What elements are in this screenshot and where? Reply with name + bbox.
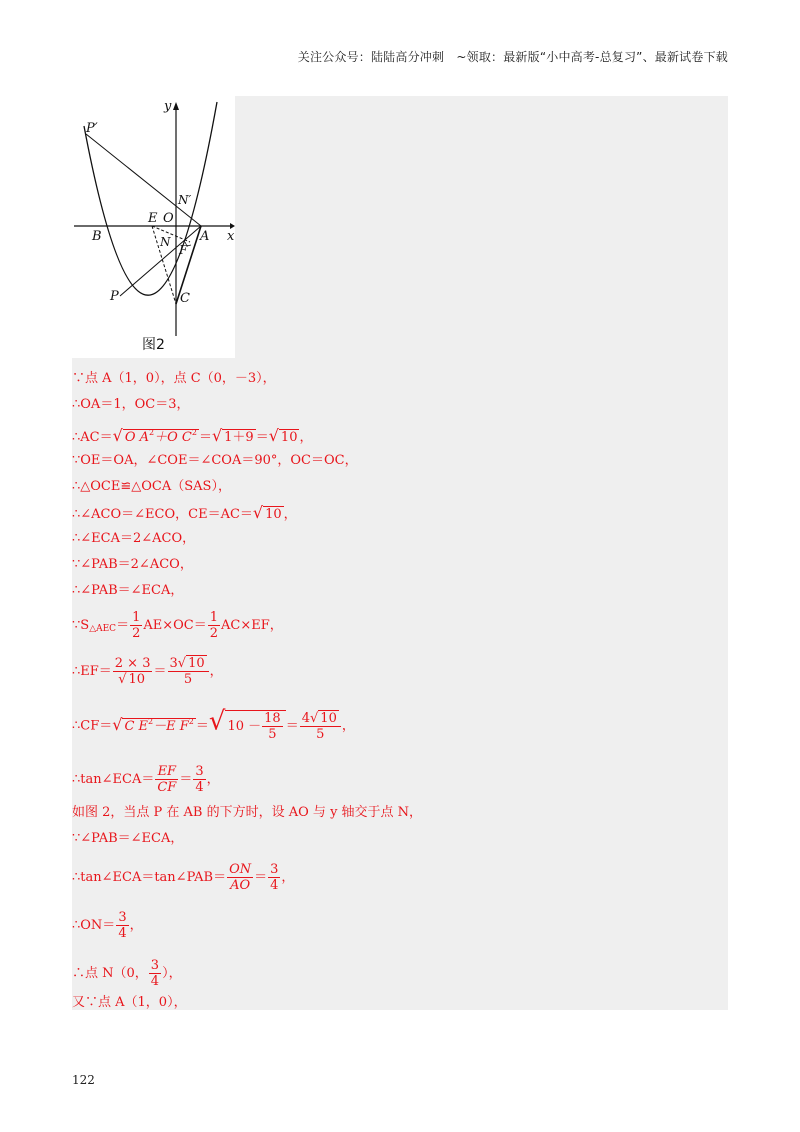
page-number: 122 (72, 1073, 95, 1087)
line-17: ∴ON＝ $\frac{3}{4}$ ， (72, 910, 143, 941)
label-p-prime: P′ (86, 121, 98, 136)
line-2: ∴OA＝1，OC＝3， (72, 397, 190, 412)
line-6: ∴∠ACO＝∠ECO，CE＝AC＝√ 10 ， (72, 503, 297, 522)
label-f: F (179, 243, 188, 257)
line-18: ∴点 N（0， $\frac{3}{4}$ ）， (72, 958, 182, 989)
parabola-diagram (72, 96, 235, 358)
y-axis-arrow (173, 102, 179, 110)
label-n: N (160, 235, 171, 249)
figure-caption: 图2 (142, 337, 165, 353)
line-16: ∴tan∠ECA＝tan∠PAB＝ $\frac{ON}{AO}$ ＝ $\frac{3}{4}$ ， (72, 862, 295, 893)
geometry-figure (72, 96, 235, 358)
line-8: ∵∠PAB＝2∠ACO， (72, 557, 193, 572)
line-4: ∵OE＝OA，∠COE＝∠COA＝90°，OC＝OC， (72, 453, 358, 468)
line-11: ∴EF＝ $\frac{2 \times 3}{√ 10}$ ＝ $\frac{3√ 10}{5}$ ， (72, 656, 223, 687)
label-o: O (163, 211, 174, 226)
line-e-f-dashed (152, 226, 190, 242)
parabola-curve (84, 102, 217, 295)
line-1: ∵点 A（1，0），点 C（0，－3）， (72, 371, 276, 386)
label-a: A (200, 229, 210, 244)
line-9: ∴∠PAB＝∠ECA， (72, 583, 184, 598)
label-c: C (180, 291, 190, 306)
line-3: ∴AC＝√ O $A^2+O$ $C^2$ ＝√ 1＋9 ＝√ 10 ， (72, 426, 313, 445)
label-p: P (110, 289, 119, 304)
line-15: ∵∠PAB＝∠ECA， (72, 831, 184, 846)
label-n-prime: N′ (178, 193, 192, 207)
label-x: x (227, 229, 235, 244)
label-y: y (164, 99, 172, 114)
line-10: $\because S_{\triangle AEC}=$ $\frac{1}{2}$ AE×OC＝ $\frac{1}{2}$ AC×EF， (72, 610, 283, 641)
line-13: ∴tan∠ECA＝ $\frac{EF}{CF}$ ＝ $\frac{3}{4}$ ， (72, 764, 220, 795)
sqrt-oa-oc: √ O $A^2+O$ $C^2$ (112, 426, 197, 445)
page-header: 关注公众号：陆陆高分冲刺 ~领取：最新版“小中高考-总复习”、最新试卷下载 (297, 50, 728, 64)
label-b: B (92, 229, 102, 244)
line-19: 又∵点 A（1，0）， (72, 995, 187, 1010)
label-e: E (148, 211, 158, 226)
line-14: 如图 2，当点 P 在 AB 的下方时，设 AO 与 y 轴交于点 N， (72, 805, 423, 820)
line-7: ∴∠ECA＝2∠ACO， (72, 531, 196, 546)
line-12: ∴CF＝√ C $E^2-E$ $F^2$ ＝√ 10 － $\frac{18}{5}$ ＝ $\frac{4√ 10}{5}$ ， (72, 706, 355, 742)
line-5: ∴△OCE≌△OCA（SAS）， (72, 479, 231, 494)
